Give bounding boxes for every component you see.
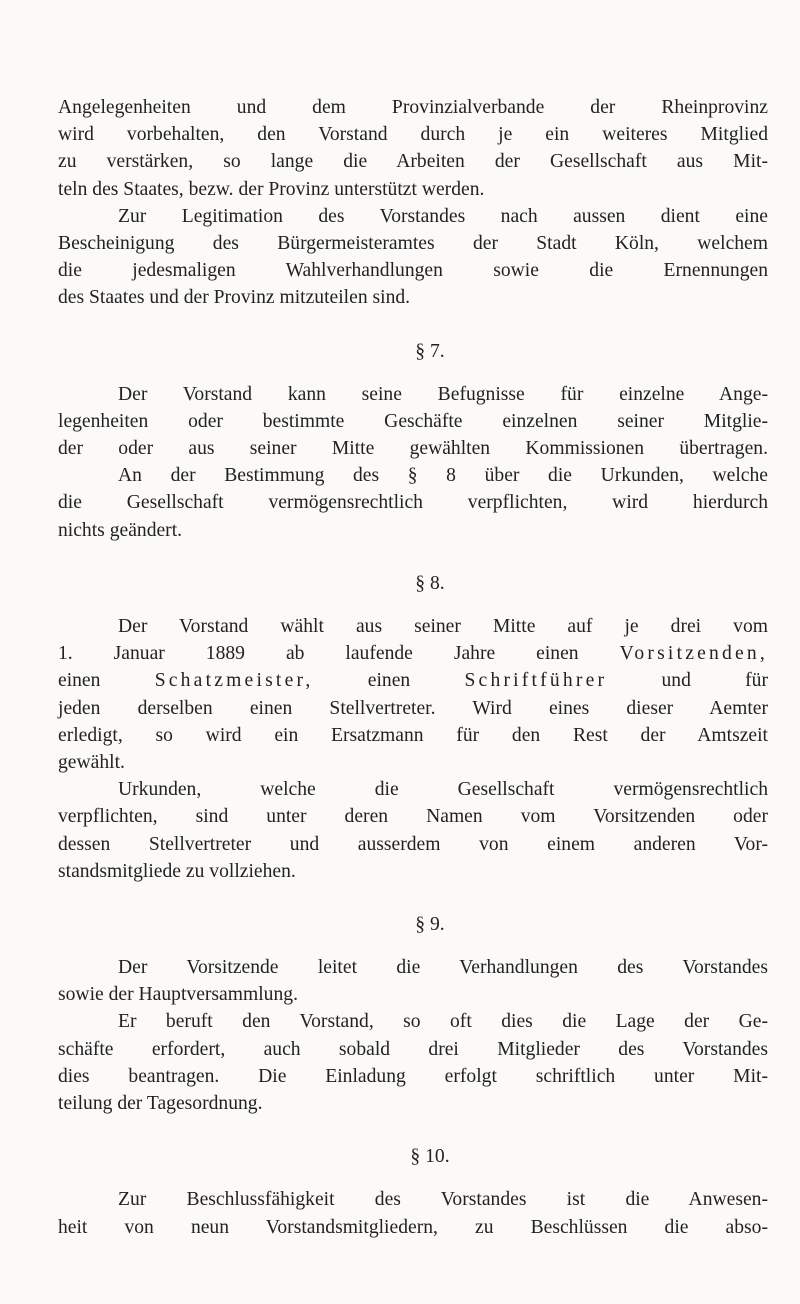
text-line: zu verstärken, so lange die Arbeiten der Gesellschaft aus Mit- bbox=[58, 151, 768, 173]
text-line: verpflichten, sind unter deren Namen vom Vorsitzenden oder bbox=[58, 806, 768, 828]
text-line: erledigt, so wird ein Ersatzmann für den Rest der Amtszeit bbox=[58, 724, 768, 746]
text-line: Angelegenheiten und dem Provinzialverbande der Rheinprovinz bbox=[58, 97, 768, 118]
text-fragment: 1. Januar 1889 ab laufende Jahre einen bbox=[58, 643, 620, 665]
text-line bbox=[58, 667, 768, 694]
text-line: Zur Beschlussfähigkeit des Vorstandes ist die Anwesen- bbox=[118, 1189, 768, 1211]
text-line: wird vorbehalten, den Vorstand durch je ein weiteres Mitglied bbox=[58, 124, 768, 146]
paragraph bbox=[58, 954, 768, 1008]
spaced-term: Schriftführer bbox=[464, 670, 608, 692]
text-line: dessen Stellvertreter und ausserdem von einem anderen Vor- bbox=[58, 833, 768, 855]
text-fragment: einen bbox=[313, 670, 465, 692]
text-line: Der Vorsitzende leitet die Verhandlungen des Vorstandes bbox=[118, 957, 768, 979]
text-line: Bescheinigung des Bürgermeisteramtes der Stadt Köln, welchem bbox=[58, 232, 768, 254]
text-fragment: einen bbox=[58, 670, 155, 692]
section-heading: § 10. bbox=[410, 1146, 450, 1168]
paragraph bbox=[58, 1008, 768, 1117]
text-line: des Staates und der Provinz mitzuteilen sind. bbox=[58, 287, 411, 309]
text-line: gewählt. bbox=[58, 751, 125, 773]
text-line: sowie der Hauptversammlung. bbox=[58, 984, 298, 1006]
text-line: teln des Staates, bezw. der Provinz unterstützt werden. bbox=[58, 178, 485, 200]
text-line: Zur Legitimation des Vorstandes nach aussen dient eine bbox=[118, 205, 768, 227]
text-line: Der Vorstand wählt aus seiner Mitte auf je drei vom bbox=[118, 616, 768, 637]
text-line: standsmitgliede zu vollziehen. bbox=[58, 860, 296, 882]
paragraph bbox=[58, 203, 768, 312]
paragraph bbox=[58, 94, 768, 203]
section-heading: § 8. bbox=[415, 572, 445, 594]
text-line: dies beantragen. Die Einladung erfolgt schriftlich unter Mit- bbox=[58, 1065, 768, 1087]
spaced-term: Vorsitzenden, bbox=[619, 643, 768, 665]
section-heading: § 9. bbox=[415, 913, 445, 935]
paragraph bbox=[58, 462, 768, 544]
text-fragment: und für bbox=[607, 670, 768, 692]
text-line: die jedesmaligen Wahlverhandlungen sowie die Ernennungen bbox=[58, 260, 768, 282]
paragraph bbox=[58, 613, 768, 776]
text-line bbox=[58, 640, 768, 667]
text-line: teilung der Tagesordnung. bbox=[58, 1093, 263, 1114]
text-line: die Gesellschaft vermögensrechtlich verpflichten, wird hierdurch bbox=[58, 492, 768, 514]
spaced-term: Schatzmeister, bbox=[154, 670, 314, 692]
text-line: der oder aus seiner Mitte gewählten Kommissionen übertragen. bbox=[58, 438, 768, 460]
text-line: schäfte erfordert, auch sobald drei Mitglieder des Vorstandes bbox=[58, 1038, 768, 1060]
paragraph bbox=[58, 1186, 768, 1240]
text-line: Der Vorstand kann seine Befugnisse für einzelne Ange- bbox=[118, 383, 768, 405]
text-line: nichts geändert. bbox=[58, 519, 183, 541]
text-line: legenheiten oder bestimmte Geschäfte einzelnen seiner Mitglie- bbox=[58, 410, 768, 432]
text-line: jeden derselben einen Stellvertreter. Wird eines dieser Aemter bbox=[58, 697, 768, 719]
text-line: Urkunden, welche die Gesellschaft vermögensrechtlich bbox=[118, 779, 768, 801]
paragraph bbox=[58, 381, 768, 463]
text-line: heit von neun Vorstandsmitgliedern, zu Beschlüssen die abso- bbox=[58, 1216, 768, 1238]
document-page bbox=[58, 94, 768, 1241]
text-line: An der Bestimmung des § 8 über die Urkunden, welche bbox=[118, 465, 768, 487]
text-line: Er beruft den Vorstand, so oft dies die Lage der Ge- bbox=[118, 1011, 768, 1033]
paragraph bbox=[58, 776, 768, 885]
section-heading: § 7. bbox=[415, 340, 445, 362]
